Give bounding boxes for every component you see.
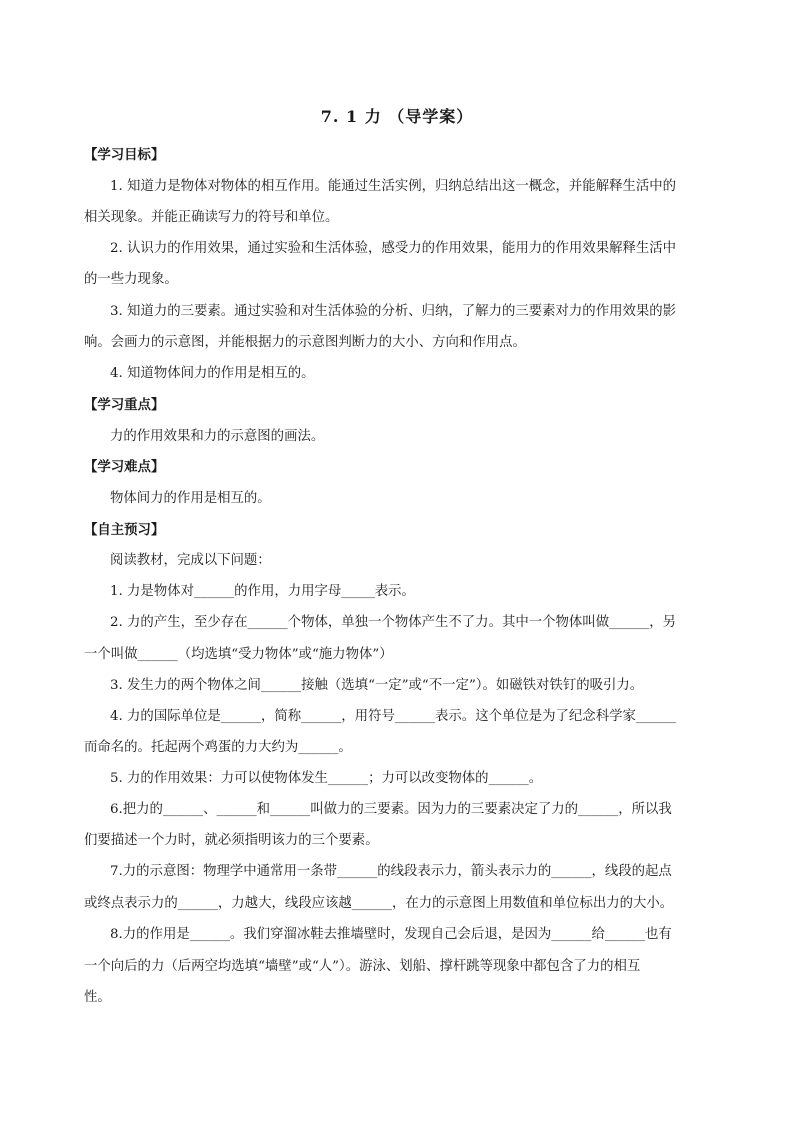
question-2-line-2: 一个叫做______（均选填“受力物体”或“施力物体”）: [84, 647, 393, 662]
question-7-line-1: 7.力的示意图：物理学中通常用一条带______的线段表示力，箭头表示力的______，线段的起点: [110, 864, 672, 879]
goal-3-line-2: 响。会画力的示意图，并能根据力的示意图判断力的大小、方向和作用点。: [84, 335, 526, 350]
question-4-line-2: 而命名的。托起两个鸡蛋的力大约为______。: [84, 740, 352, 755]
preview-heading: 【自主预习】: [84, 522, 165, 538]
question-6-line-2: 们要描述一个力时，就必须指明该力的三个要素。: [84, 833, 379, 848]
goal-2-line-1: 2. 认识力的作用效果，通过实验和生活体验，感受力的作用效果，能用力的作用效果解释生活中: [110, 241, 677, 256]
difficulties-heading: 【学习难点】: [84, 459, 165, 475]
question-6-line-1: 6.把力的______、______和______叫做力的三要素。因为力的三要素决定了力的______，所以我: [110, 802, 672, 817]
question-7-line-2: 或终点表示力的______，力越大，线段应该越______，在力的示意图上用数值和单位标出力的大小。: [84, 896, 674, 911]
goal-1-line-2: 相关现象。并能正确读写力的符号和单位。: [84, 210, 339, 225]
goal-1-line-1: 1. 知道力是物体对物体的相互作用。能通过生活实例，归纳总结出这一概念，并能解释生活中的: [110, 179, 677, 194]
question-5: 5. 力的作用效果：力可以使物体发生______；力可以改变物体的______。: [110, 771, 543, 786]
goal-4: 4. 知道物体间力的作用是相互的。: [110, 366, 315, 381]
goals-heading: 【学习目标】: [84, 147, 165, 163]
question-1: 1. 力是物体对______的作用，力用字母_____表示。: [110, 584, 415, 599]
question-2-line-1: 2. 力的产生，至少存在______个物体，单独一个物体产生不了力。其中一个物体叫做______，另: [110, 615, 677, 630]
goal-2-line-2: 的一些力现象。: [84, 272, 178, 287]
key-points-heading: 【学习重点】: [84, 397, 165, 413]
goal-3-line-1: 3. 知道力的三要素。通过实验和对生活体验的分析、归纳，了解力的三要素对力的作用效果的影: [110, 304, 677, 319]
difficulties-text: 物体间力的作用是相互的。: [110, 491, 271, 506]
question-8-line-2: 一个向后的力（后两空均选填“墙壁”或“人”）。游泳、划船、撑杆跳等现象中都包含了力的相互: [84, 959, 641, 974]
preview-intro: 阅读教材，完成以下问题：: [110, 553, 271, 568]
question-3: 3. 发生力的两个物体之间______接触（选填“一定”或“不一定”）。如磁铁对铁钉的吸引力。: [110, 678, 644, 693]
question-8-line-1: 8.力的作用是______。我们穿溜冰鞋去推墙壁时，发现自己会后退，是因为______给______也有: [110, 927, 672, 942]
question-4-line-1: 4. 力的国际单位是______，简称______，用符号______表示。这个单位是为了纪念科学家______: [110, 709, 677, 724]
question-8-line-3: 性。: [84, 990, 111, 1005]
key-points-text: 力的作用效果和力的示意图的画法。: [110, 429, 325, 444]
document-title: 7. 1 力 （导学案）: [320, 107, 474, 126]
